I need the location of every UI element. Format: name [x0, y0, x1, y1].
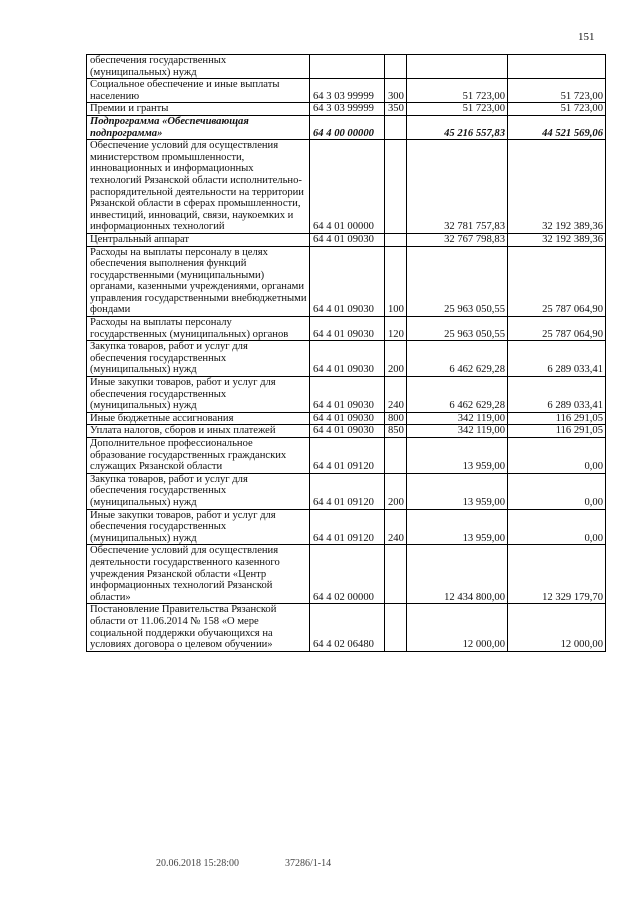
row-amount-year2-cell: 25 787 064,90	[508, 317, 606, 341]
row-amount-year2-cell: 25 787 064,90	[508, 246, 606, 317]
row-amount-year1-cell: 25 963 050,55	[407, 246, 508, 317]
row-csr-code-cell: 64 4 01 09030	[310, 233, 385, 246]
row-amount-year1-cell: 32 767 798,83	[407, 233, 508, 246]
row-vr-code-cell	[385, 233, 407, 246]
row-amount-year1-cell: 32 781 757,83	[407, 140, 508, 234]
row-amount-year2-cell: 0,00	[508, 473, 606, 509]
row-amount-year2-cell: 0,00	[508, 438, 606, 474]
table-row	[87, 115, 606, 139]
row-name-cell: Расходы на выплаты персоналу в целях обеспечения выполнения функций государственными (муниципальными) органами, казенными учреждениями, органами управления государственными внебюджетными фондами	[87, 246, 310, 317]
row-vr-code-cell: 850	[385, 425, 407, 438]
row-name-cell: Обеспечение условий для осуществления деятельности государственного казенного учреждения Рязанской области «Центр информационных технологий Рязанской области»	[87, 545, 310, 604]
row-csr-code-cell: 64 4 01 09030	[310, 341, 385, 377]
row-amount-year1-cell: 342 119,00	[407, 412, 508, 425]
row-amount-year2-cell: 6 289 033,41	[508, 377, 606, 413]
row-vr-code-cell: 120	[385, 317, 407, 341]
row-vr-code-cell: 300	[385, 79, 407, 103]
table-row	[87, 79, 606, 103]
row-amount-year1-cell: 13 959,00	[407, 509, 508, 545]
table-row	[87, 341, 606, 377]
row-vr-code-cell: 240	[385, 377, 407, 413]
row-vr-code-cell	[385, 604, 407, 651]
row-amount-year2-cell: 32 192 389,36	[508, 140, 606, 234]
row-vr-code-cell: 350	[385, 103, 407, 116]
table-row	[87, 473, 606, 509]
row-amount-year2-cell: 0,00	[508, 509, 606, 545]
row-csr-code-cell: 64 4 01 09030	[310, 377, 385, 413]
row-amount-year2-cell: 6 289 033,41	[508, 341, 606, 377]
row-name-cell: Обеспечение условий для осуществления министерством промышленности, инновационных и информационных технологий Рязанской области исполнительно-распорядительной деятельности на территории Рязанской области в сферах промышленности, инвестиций, инноваций, связи, наукоемких и информационных технологий	[87, 140, 310, 234]
row-name-cell: Иные закупки товаров, работ и услуг для обеспечения государственных (муниципальных) нужд	[87, 509, 310, 545]
table-row	[87, 55, 606, 79]
row-csr-code-cell: 64 4 01 09030	[310, 412, 385, 425]
row-name-cell: Подпрограмма «Обеспечивающая подпрограмма»	[87, 115, 310, 139]
row-vr-code-cell	[385, 438, 407, 474]
footer-date: 20.06.2018 15:28:00	[156, 858, 240, 869]
row-name-cell: Уплата налогов, сборов и иных платежей	[87, 425, 310, 438]
row-vr-code-cell: 240	[385, 509, 407, 545]
table-row	[87, 103, 606, 116]
row-name-cell: Расходы на выплаты персоналу государственных (муниципальных) органов	[87, 317, 310, 341]
table-row	[87, 317, 606, 341]
row-amount-year2-cell: 12 000,00	[508, 604, 606, 651]
row-name-cell: Иные бюджетные ассигнования	[87, 412, 310, 425]
table-row	[87, 545, 606, 604]
row-name-cell: Закупка товаров, работ и услуг для обеспечения государственных (муниципальных) нужд	[87, 473, 310, 509]
table-row	[87, 438, 606, 474]
row-vr-code-cell	[385, 55, 407, 79]
row-name-cell: Центральный аппарат	[87, 233, 310, 246]
table-row	[87, 509, 606, 545]
row-csr-code-cell: 64 4 01 09030	[310, 317, 385, 341]
row-csr-code-cell: 64 4 00 00000	[310, 115, 385, 139]
row-amount-year1-cell	[407, 55, 508, 79]
table-row	[87, 604, 606, 651]
row-csr-code-cell: 64 3 03 99999	[310, 79, 385, 103]
row-vr-code-cell: 800	[385, 412, 407, 425]
row-name-cell: Постановление Правительства Рязанской области от 11.06.2014 № 158 «О мере социальной поддержки обучающихся на условиях договора о целевом обучении»	[87, 604, 310, 651]
row-amount-year1-cell: 13 959,00	[407, 473, 508, 509]
page-number: 151	[578, 31, 595, 43]
row-csr-code-cell: 64 3 03 99999	[310, 103, 385, 116]
table-row	[87, 412, 606, 425]
row-vr-code-cell: 200	[385, 473, 407, 509]
row-amount-year1-cell: 12 434 800,00	[407, 545, 508, 604]
row-amount-year2-cell: 116 291,05	[508, 412, 606, 425]
table-row	[87, 377, 606, 413]
row-csr-code-cell: 64 4 01 09120	[310, 438, 385, 474]
row-name-cell: Премии и гранты	[87, 103, 310, 116]
row-csr-code-cell	[310, 55, 385, 79]
table-row	[87, 425, 606, 438]
row-csr-code-cell: 64 4 02 00000	[310, 545, 385, 604]
row-amount-year2-cell: 32 192 389,36	[508, 233, 606, 246]
row-csr-code-cell: 64 4 01 09030	[310, 246, 385, 317]
row-name-cell: Иные закупки товаров, работ и услуг для обеспечения государственных (муниципальных) нужд	[87, 377, 310, 413]
row-amount-year1-cell: 45 216 557,83	[407, 115, 508, 139]
row-vr-code-cell	[385, 115, 407, 139]
row-vr-code-cell: 200	[385, 341, 407, 377]
row-csr-code-cell: 64 4 01 09120	[310, 473, 385, 509]
row-amount-year2-cell: 51 723,00	[508, 79, 606, 103]
row-amount-year1-cell: 342 119,00	[407, 425, 508, 438]
budget-table	[86, 54, 606, 652]
row-amount-year1-cell: 6 462 629,28	[407, 341, 508, 377]
table-row	[87, 140, 606, 234]
row-csr-code-cell: 64 4 01 00000	[310, 140, 385, 234]
table-row	[87, 246, 606, 317]
row-vr-code-cell: 100	[385, 246, 407, 317]
row-amount-year2-cell: 44 521 569,06	[508, 115, 606, 139]
row-amount-year2-cell: 51 723,00	[508, 103, 606, 116]
row-amount-year1-cell: 25 963 050,55	[407, 317, 508, 341]
row-name-cell: Дополнительное профессиональное образование государственных гражданских служащих Рязанской области	[87, 438, 310, 474]
row-vr-code-cell	[385, 140, 407, 234]
table-row	[87, 233, 606, 246]
row-name-cell: Социальное обеспечение и иные выплаты населению	[87, 79, 310, 103]
row-amount-year2-cell: 12 329 179,70	[508, 545, 606, 604]
row-amount-year2-cell: 116 291,05	[508, 425, 606, 438]
row-amount-year1-cell: 12 000,00	[407, 604, 508, 651]
footer-doc-number: 37286/1-14	[285, 858, 332, 869]
row-amount-year1-cell: 13 959,00	[407, 438, 508, 474]
row-amount-year2-cell	[508, 55, 606, 79]
row-name-cell: обеспечения государственных (муниципальных) нужд	[87, 55, 310, 79]
row-amount-year1-cell: 51 723,00	[407, 79, 508, 103]
row-name-cell: Закупка товаров, работ и услуг для обеспечения государственных (муниципальных) нужд	[87, 341, 310, 377]
row-amount-year1-cell: 6 462 629,28	[407, 377, 508, 413]
row-csr-code-cell: 64 4 01 09120	[310, 509, 385, 545]
row-vr-code-cell	[385, 545, 407, 604]
row-amount-year1-cell: 51 723,00	[407, 103, 508, 116]
row-csr-code-cell: 64 4 01 09030	[310, 425, 385, 438]
row-csr-code-cell: 64 4 02 06480	[310, 604, 385, 651]
